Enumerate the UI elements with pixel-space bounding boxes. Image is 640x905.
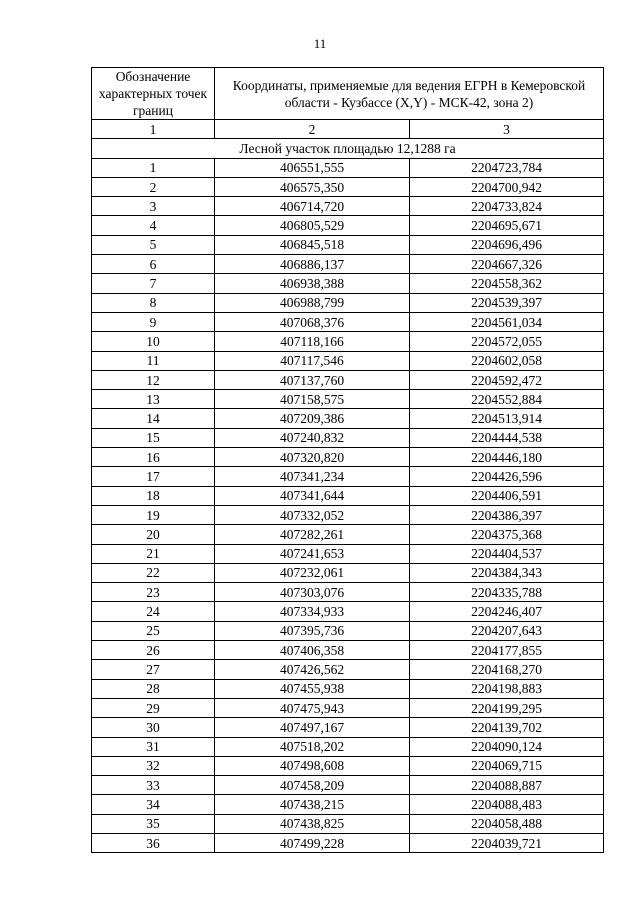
x-coordinate-cell: 407137,760 (215, 370, 410, 389)
x-coordinate-cell: 407209,386 (215, 409, 410, 428)
y-coordinate-cell: 2204058,488 (410, 814, 604, 833)
point-number-cell: 21 (92, 544, 215, 563)
y-coordinate-cell: 2204696,496 (410, 235, 604, 254)
table-row (92, 448, 604, 467)
point-number-cell: 11 (92, 351, 215, 370)
y-coordinate-cell: 2204384,343 (410, 563, 604, 582)
y-coordinate-cell: 2204539,397 (410, 293, 604, 312)
point-number-cell: 5 (92, 235, 215, 254)
y-coordinate-cell: 2204592,472 (410, 370, 604, 389)
point-number-cell: 33 (92, 776, 215, 795)
x-coordinate-cell: 407341,234 (215, 467, 410, 486)
x-coordinate-cell: 407475,943 (215, 698, 410, 717)
y-coordinate-cell: 2204335,788 (410, 583, 604, 602)
table-row (92, 776, 604, 795)
y-coordinate-cell: 2204198,883 (410, 679, 604, 698)
point-number-cell: 15 (92, 428, 215, 447)
table-row (92, 216, 604, 235)
x-coordinate-cell: 407458,209 (215, 776, 410, 795)
column-number-2: 2 (215, 120, 410, 139)
y-coordinate-cell: 2204246,407 (410, 602, 604, 621)
point-number-cell: 12 (92, 370, 215, 389)
point-number-cell: 8 (92, 293, 215, 312)
point-number-cell: 28 (92, 679, 215, 698)
coordinates-table (91, 67, 604, 853)
point-number-cell: 10 (92, 332, 215, 351)
x-coordinate-cell: 407241,653 (215, 544, 410, 563)
table-row (92, 737, 604, 756)
y-coordinate-cell: 2204695,671 (410, 216, 604, 235)
x-coordinate-cell: 407232,061 (215, 563, 410, 582)
y-coordinate-cell: 2204404,537 (410, 544, 604, 563)
table-row (92, 621, 604, 640)
y-coordinate-cell: 2204426,596 (410, 467, 604, 486)
point-number-cell: 17 (92, 467, 215, 486)
x-coordinate-cell: 407240,832 (215, 428, 410, 447)
y-coordinate-cell: 2204168,270 (410, 660, 604, 679)
y-coordinate-cell: 2204406,591 (410, 486, 604, 505)
point-number-cell: 24 (92, 602, 215, 621)
point-number-cell: 27 (92, 660, 215, 679)
x-coordinate-cell: 407282,261 (215, 525, 410, 544)
table-body (92, 158, 604, 853)
y-coordinate-cell: 2204088,483 (410, 795, 604, 814)
y-coordinate-cell: 2204139,702 (410, 718, 604, 737)
y-coordinate-cell: 2204386,397 (410, 505, 604, 524)
table-row (92, 505, 604, 524)
table-row (92, 486, 604, 505)
x-coordinate-cell: 407334,933 (215, 602, 410, 621)
y-coordinate-cell: 2204602,058 (410, 351, 604, 370)
point-number-cell: 7 (92, 274, 215, 293)
table-row (92, 370, 604, 389)
x-coordinate-cell: 407332,052 (215, 505, 410, 524)
y-coordinate-cell: 2204446,180 (410, 448, 604, 467)
column-number-3: 3 (410, 120, 604, 139)
x-coordinate-cell: 407395,736 (215, 621, 410, 640)
x-coordinate-cell: 406575,350 (215, 177, 410, 196)
table-row (92, 467, 604, 486)
x-coordinate-cell: 406938,388 (215, 274, 410, 293)
y-coordinate-cell: 2204552,884 (410, 390, 604, 409)
section-title: Лесной участок площадью 12,1288 га (92, 139, 604, 158)
point-number-cell: 14 (92, 409, 215, 428)
x-coordinate-cell: 407438,825 (215, 814, 410, 833)
table-row (92, 428, 604, 447)
x-coordinate-cell: 407406,358 (215, 641, 410, 660)
y-coordinate-cell: 2204444,538 (410, 428, 604, 447)
y-coordinate-cell: 2204090,124 (410, 737, 604, 756)
x-coordinate-cell: 407426,562 (215, 660, 410, 679)
page-number: 11 (313, 36, 327, 51)
point-number-cell: 25 (92, 621, 215, 640)
point-number-cell: 34 (92, 795, 215, 814)
x-coordinate-cell: 407068,376 (215, 312, 410, 331)
table-row (92, 274, 604, 293)
table-row (92, 660, 604, 679)
table-row (92, 177, 604, 196)
x-coordinate-cell: 406551,555 (215, 158, 410, 177)
y-coordinate-cell: 2204723,784 (410, 158, 604, 177)
x-coordinate-cell: 407455,938 (215, 679, 410, 698)
table-row (92, 583, 604, 602)
point-number-cell: 30 (92, 718, 215, 737)
y-coordinate-cell: 2204177,855 (410, 641, 604, 660)
table-row (92, 351, 604, 370)
y-coordinate-cell: 2204375,368 (410, 525, 604, 544)
point-number-cell: 32 (92, 756, 215, 775)
point-number-cell: 20 (92, 525, 215, 544)
table-row (92, 756, 604, 775)
point-number-cell: 35 (92, 814, 215, 833)
point-number-cell: 2 (92, 177, 215, 196)
table-row (92, 197, 604, 216)
point-number-cell: 18 (92, 486, 215, 505)
table-row (92, 235, 604, 254)
column-number-row (92, 120, 604, 139)
x-coordinate-cell: 407118,166 (215, 332, 410, 351)
table-row (92, 544, 604, 563)
y-coordinate-cell: 2204513,914 (410, 409, 604, 428)
point-number-cell: 31 (92, 737, 215, 756)
table-row (92, 312, 604, 331)
table-row (92, 641, 604, 660)
x-coordinate-cell: 407518,202 (215, 737, 410, 756)
x-coordinate-cell: 407320,820 (215, 448, 410, 467)
table-row (92, 563, 604, 582)
x-coordinate-cell: 406714,720 (215, 197, 410, 216)
point-number-cell: 13 (92, 390, 215, 409)
point-number-cell: 29 (92, 698, 215, 717)
point-number-cell: 6 (92, 255, 215, 274)
x-coordinate-cell: 407497,167 (215, 718, 410, 737)
point-number-cell: 16 (92, 448, 215, 467)
header-coordinates: Координаты, применяемые для ведения ЕГРН в Кемеровской области - Кузбассе (X,Y) - МСК-42, зона 2) (215, 68, 604, 120)
y-coordinate-cell: 2204700,942 (410, 177, 604, 196)
y-coordinate-cell: 2204088,887 (410, 776, 604, 795)
y-coordinate-cell: 2204039,721 (410, 833, 604, 852)
table-row (92, 255, 604, 274)
x-coordinate-cell: 407303,076 (215, 583, 410, 602)
x-coordinate-cell: 406886,137 (215, 255, 410, 274)
column-number-1: 1 (92, 120, 215, 139)
y-coordinate-cell: 2204199,295 (410, 698, 604, 717)
y-coordinate-cell: 2204558,362 (410, 274, 604, 293)
table-row (92, 525, 604, 544)
x-coordinate-cell: 406845,518 (215, 235, 410, 254)
x-coordinate-cell: 407341,644 (215, 486, 410, 505)
table-row (92, 293, 604, 312)
table-row (92, 602, 604, 621)
y-coordinate-cell: 2204561,034 (410, 312, 604, 331)
table-row (92, 390, 604, 409)
y-coordinate-cell: 2204572,055 (410, 332, 604, 351)
table-row (92, 679, 604, 698)
point-number-cell: 19 (92, 505, 215, 524)
y-coordinate-cell: 2204733,824 (410, 197, 604, 216)
y-coordinate-cell: 2204667,326 (410, 255, 604, 274)
point-number-cell: 1 (92, 158, 215, 177)
point-number-cell: 4 (92, 216, 215, 235)
x-coordinate-cell: 407438,215 (215, 795, 410, 814)
point-number-cell: 9 (92, 312, 215, 331)
table-row (92, 332, 604, 351)
x-coordinate-cell: 407498,608 (215, 756, 410, 775)
point-number-cell: 3 (92, 197, 215, 216)
table-row (92, 698, 604, 717)
header-point-designation: Обозначение характерных точек границ (92, 68, 215, 120)
x-coordinate-cell: 407499,228 (215, 833, 410, 852)
point-number-cell: 26 (92, 641, 215, 660)
point-number-cell: 23 (92, 583, 215, 602)
table-header-row (92, 68, 604, 120)
point-number-cell: 22 (92, 563, 215, 582)
table-row (92, 158, 604, 177)
section-row (92, 139, 604, 158)
x-coordinate-cell: 406988,799 (215, 293, 410, 312)
table-row (92, 409, 604, 428)
x-coordinate-cell: 406805,529 (215, 216, 410, 235)
table-row (92, 833, 604, 852)
point-number-cell: 36 (92, 833, 215, 852)
table-row (92, 718, 604, 737)
x-coordinate-cell: 407117,546 (215, 351, 410, 370)
table-row (92, 795, 604, 814)
table-row (92, 814, 604, 833)
y-coordinate-cell: 2204207,643 (410, 621, 604, 640)
x-coordinate-cell: 407158,575 (215, 390, 410, 409)
y-coordinate-cell: 2204069,715 (410, 756, 604, 775)
